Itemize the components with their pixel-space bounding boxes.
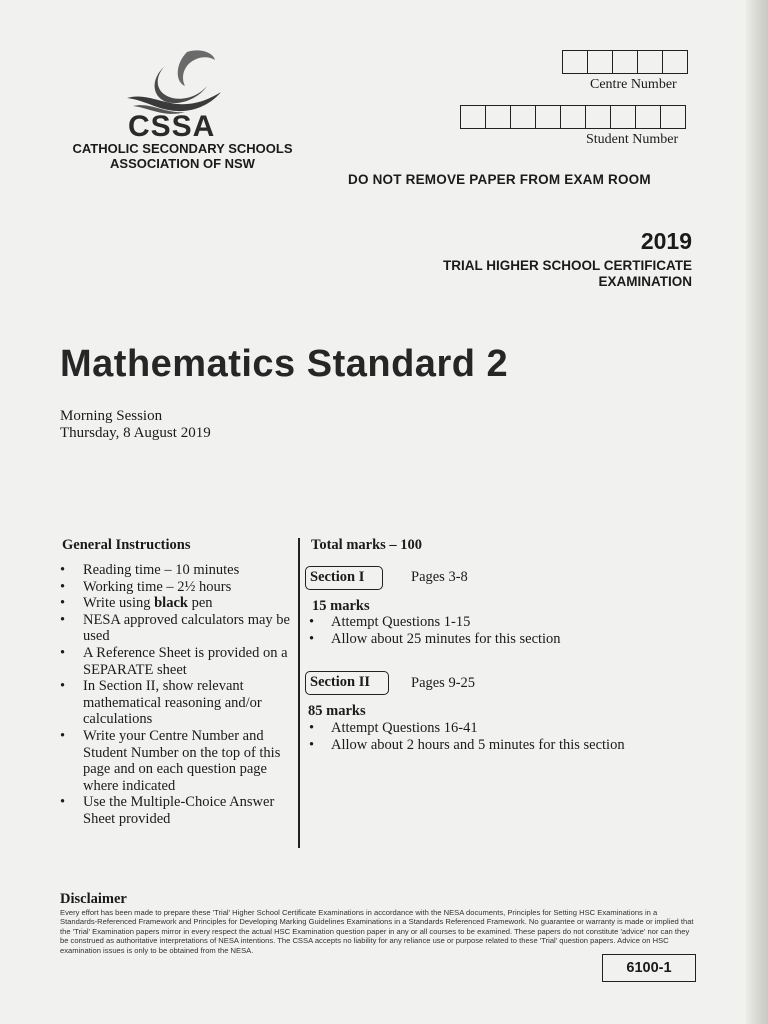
total-marks: Total marks – 100 [311,537,423,553]
list-item: • Write using black pen [60,595,300,612]
session-info [60,408,211,442]
list-item: • Use the Multiple-Choice Answer Sheet provided [60,794,300,827]
exam-room-notice: DO NOT REMOVE PAPER FROM EXAM ROOM [348,172,651,187]
general-instructions-heading: General Instructions [62,537,191,553]
list-item: • Attempt Questions 1-15 [309,614,689,631]
association-line-1: CATHOLIC SECONDARY SCHOOLS [72,141,293,156]
session-name: Morning Session [60,408,163,424]
section-1-pages: Pages 3-8 [411,569,468,585]
page-edge-shadow [746,0,768,1024]
student-number-boxes[interactable] [460,105,686,129]
list-item: • NESA approved calculators may be used [60,612,300,645]
section-2-pages: Pages 9-25 [411,675,476,691]
column-divider [298,538,300,848]
centre-number-boxes[interactable] [562,50,688,74]
disclaimer-heading: Disclaimer [60,891,127,907]
cssa-logo-icon [125,46,225,116]
emphasis-black: black [154,595,188,612]
list-item: • Allow about 25 minutes for this section [309,631,689,648]
exam-type-line-1: TRIAL HIGHER SCHOOL CERTIFICATE [442,258,692,273]
exam-type-line-2: EXAMINATION [598,274,692,289]
section-1-marks: 15 marks [312,598,370,614]
list-item: • In Section II, show relevant mathematical reasoning and/or calculations [60,678,300,728]
association-line-2: ASSOCIATION OF NSW [110,156,255,171]
list-item: • Write your Centre Number and Student Number on the top of this page and on each question page where indicated [60,728,300,794]
list-item: • Reading time – 10 minutes [60,562,300,579]
logo-text: CSSA [128,110,216,143]
list-item: • Attempt Questions 16-41 [309,720,709,737]
section-1-instructions [309,614,689,647]
section-2-marks: 85 marks [308,703,366,719]
session-date: Thursday, 8 August 2019 [60,425,211,441]
disclaimer-body: Every effort has been made to prepare these 'Trial' Higher School Certificate Examinations in accordance with the NESA documents, Principles for Setting HSC Examinations in a Standards-Referenced Framework and Principles for Developing Marking Guidelines Examinations in a Standards Referenced Framework. No guarantee or warranty is made or implied that the 'Trial' Examination papers mirror in every respect the actual HSC Examination question paper in any or all courses to be examined. These papers do not constitute 'advice' nor can they be construed as authoritative interpretations of NESA intentions. The CSSA accepts no liability for any reliance use or purpose related to these 'Trial' question papers. Advice on HSC examination issues is only to be obtained from the NESA. [60,908,694,955]
list-item: • Allow about 2 hours and 5 minutes for this section [309,737,709,754]
section-2-instructions [309,720,709,753]
student-number-label: Student Number [586,132,679,147]
subject-title: Mathematics Standard 2 [60,343,509,385]
section-1-label: Section I [305,566,383,590]
paper-code: 6100-1 [602,954,696,982]
centre-number-label: Centre Number [590,77,677,92]
association-name [60,141,305,171]
general-instructions-list [60,562,300,828]
list-item: • Working time – 2½ hours [60,579,300,596]
exam-year: 2019 [640,228,692,254]
list-item: • A Reference Sheet is provided on a SEPARATE sheet [60,645,300,678]
section-2-label: Section II [305,671,389,695]
exam-type [372,258,692,290]
